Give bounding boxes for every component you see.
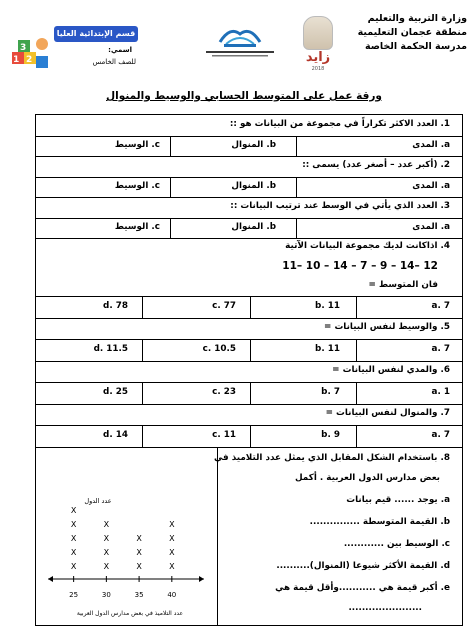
q1-options xyxy=(36,136,462,157)
x-mark: X xyxy=(103,562,110,571)
q6-options xyxy=(36,382,462,405)
q4-options xyxy=(36,296,462,319)
department-badge xyxy=(10,24,138,80)
q5-option-d[interactable]: d. 11.5 xyxy=(93,344,128,354)
q4-option-c[interactable]: c. 77 xyxy=(212,301,236,311)
q8-item-e-line[interactable]: ...................... xyxy=(348,603,422,613)
portrait-icon xyxy=(303,16,333,50)
q8-item-e[interactable]: e. أكبر قيمة هي ...........وأقل قيمة هي xyxy=(275,583,450,593)
x-mark: X xyxy=(103,548,110,557)
q6-option-d[interactable]: d. 25 xyxy=(103,387,128,397)
kids-blocks-icon xyxy=(10,30,54,74)
x-tick-label: 25 xyxy=(69,591,79,599)
ministry-line-1: وزارة التربية والتعليم xyxy=(367,13,467,24)
q6-option-a[interactable]: a. 1 xyxy=(431,387,450,397)
x-mark: X xyxy=(136,548,142,557)
q7-options xyxy=(36,425,462,448)
svg-text:3: 3 xyxy=(20,43,27,53)
x-mark: X xyxy=(70,506,77,515)
x-mark: X xyxy=(169,548,175,557)
q5-row xyxy=(36,318,462,340)
zayed-year: 2018 xyxy=(311,66,325,72)
q4-row xyxy=(36,238,462,297)
q5-option-b[interactable]: b. 11 xyxy=(315,344,340,354)
page-header xyxy=(0,0,475,86)
q1-option-c[interactable]: c. الوسيط xyxy=(114,140,160,150)
q8-divider xyxy=(217,447,218,625)
q3-row xyxy=(36,197,462,219)
q1-option-a[interactable]: a. المدى xyxy=(412,140,450,150)
y-axis-label: عدد الدول xyxy=(84,497,112,505)
x-tick-label: 30 xyxy=(101,591,111,599)
x-mark: X xyxy=(169,520,175,529)
q4-option-a[interactable]: a. 7 xyxy=(431,301,450,311)
x-tick-label: 35 xyxy=(134,591,144,599)
ministry-logo xyxy=(196,20,284,60)
x-axis-label: عدد التلاميذ في بعض مدارس الدول العربية xyxy=(76,610,184,617)
x-mark: X xyxy=(70,520,77,529)
x-mark: X xyxy=(136,534,142,543)
q7-text: 7. والمنوال لنفس البيانات = xyxy=(325,408,450,418)
q4-text: 4. اذاكانت لديك مجموعة البيانات الآتية xyxy=(285,241,450,251)
axis-arrow-left-icon xyxy=(48,576,53,582)
x-mark: X xyxy=(136,562,142,571)
q5-option-c[interactable]: c. 10.5 xyxy=(202,344,236,354)
q6-option-b[interactable]: b. 7 xyxy=(321,387,340,397)
zayed-year-logo xyxy=(295,16,341,72)
q6-text: 6. والمدي لنفس البيانات = xyxy=(332,365,450,375)
ministry-block xyxy=(345,12,467,54)
q4-data-line: 11– 10 – 14 – 7 – 9 – 14– 12 xyxy=(282,260,438,272)
ministry-line-2: منطقة عجمان التعليمية xyxy=(357,27,467,38)
svg-text:2: 2 xyxy=(26,55,33,65)
grade-label: للصف الخامس xyxy=(92,58,136,66)
q7-row xyxy=(36,404,462,426)
x-mark: X xyxy=(169,562,175,571)
q4-option-b[interactable]: b. 11 xyxy=(315,301,340,311)
q2-options xyxy=(36,177,462,198)
line-plot-chart xyxy=(38,451,214,621)
worksheet-table xyxy=(35,114,463,626)
q5-option-a[interactable]: a. 7 xyxy=(431,344,450,354)
q8-item-d[interactable]: d. القيمة الأكثر شيوعا (المنوال).......... xyxy=(276,561,450,571)
q3-options xyxy=(36,218,462,239)
axis-arrow-right-icon xyxy=(199,576,204,582)
q3-option-a[interactable]: a. المدى xyxy=(412,222,450,232)
page-title: ورقة عمل على المتوسط الحسابي والوسيط والمنوال xyxy=(106,90,382,102)
x-mark: X xyxy=(169,534,175,543)
q2-row xyxy=(36,156,462,178)
x-mark: X xyxy=(70,548,77,557)
q6-row xyxy=(36,361,462,383)
q3-option-c[interactable]: c. الوسيط xyxy=(114,222,160,232)
q6-option-c[interactable]: c. 23 xyxy=(212,387,236,397)
q3-option-b[interactable]: b. المنوال xyxy=(231,222,276,232)
q2-option-a[interactable]: a. المدى xyxy=(412,181,450,191)
q1-option-b[interactable]: b. المنوال xyxy=(231,140,276,150)
q5-options xyxy=(36,339,462,362)
x-mark: X xyxy=(70,562,77,571)
q2-text: 2. (أكبر عدد – أصغر عدد) يسمى :: xyxy=(302,160,450,170)
x-tick-label: 40 xyxy=(167,591,177,599)
svg-text:1: 1 xyxy=(13,55,20,65)
department-label: قسم الإبتدائية العليا بنين xyxy=(54,26,138,42)
name-label: اسمي: xyxy=(108,46,132,54)
q1-row xyxy=(36,115,462,137)
q7-option-a[interactable]: a. 7 xyxy=(431,430,450,440)
q8-text: 8. باستخدام الشكل المقابل الذي يمثل عدد التلاميذ في xyxy=(213,453,450,463)
q7-option-d[interactable]: d. 14 xyxy=(103,430,128,440)
ministry-line-3: مدرسة الحكمة الخاصة xyxy=(364,41,467,52)
q4-ask: فان المتوسط = xyxy=(368,280,438,290)
q7-option-b[interactable]: b. 9 xyxy=(321,430,340,440)
x-mark: X xyxy=(103,520,110,529)
x-mark: X xyxy=(70,534,77,543)
q2-option-b[interactable]: b. المنوال xyxy=(231,181,276,191)
q8-item-c[interactable]: c. الوسيط بين ............ xyxy=(343,539,450,549)
q8-item-b[interactable]: b. القيمة المتوسطة ............... xyxy=(309,517,450,527)
q8-item-a[interactable]: a. يوجد ...... قيم بيانات xyxy=(346,495,450,505)
x-mark: X xyxy=(103,534,110,543)
q7-option-c[interactable]: c. 11 xyxy=(212,430,236,440)
q3-text: 3. العدد الذي يأتي في الوسط عند ترتيب البيانات :: xyxy=(230,201,450,211)
q1-text: 1. العدد الاكثر تكراراً في مجموعة من البيانات هو :: xyxy=(229,119,450,129)
q4-option-d[interactable]: d. 78 xyxy=(103,301,128,311)
q2-option-c[interactable]: c. الوسيط xyxy=(114,181,160,191)
q8-text-2: بعض مدارس الدول العربية . أكمل xyxy=(294,473,440,483)
q5-text: 5. والوسيط لنفس البيانات = xyxy=(324,322,450,332)
zayed-word: زايد xyxy=(305,50,331,65)
